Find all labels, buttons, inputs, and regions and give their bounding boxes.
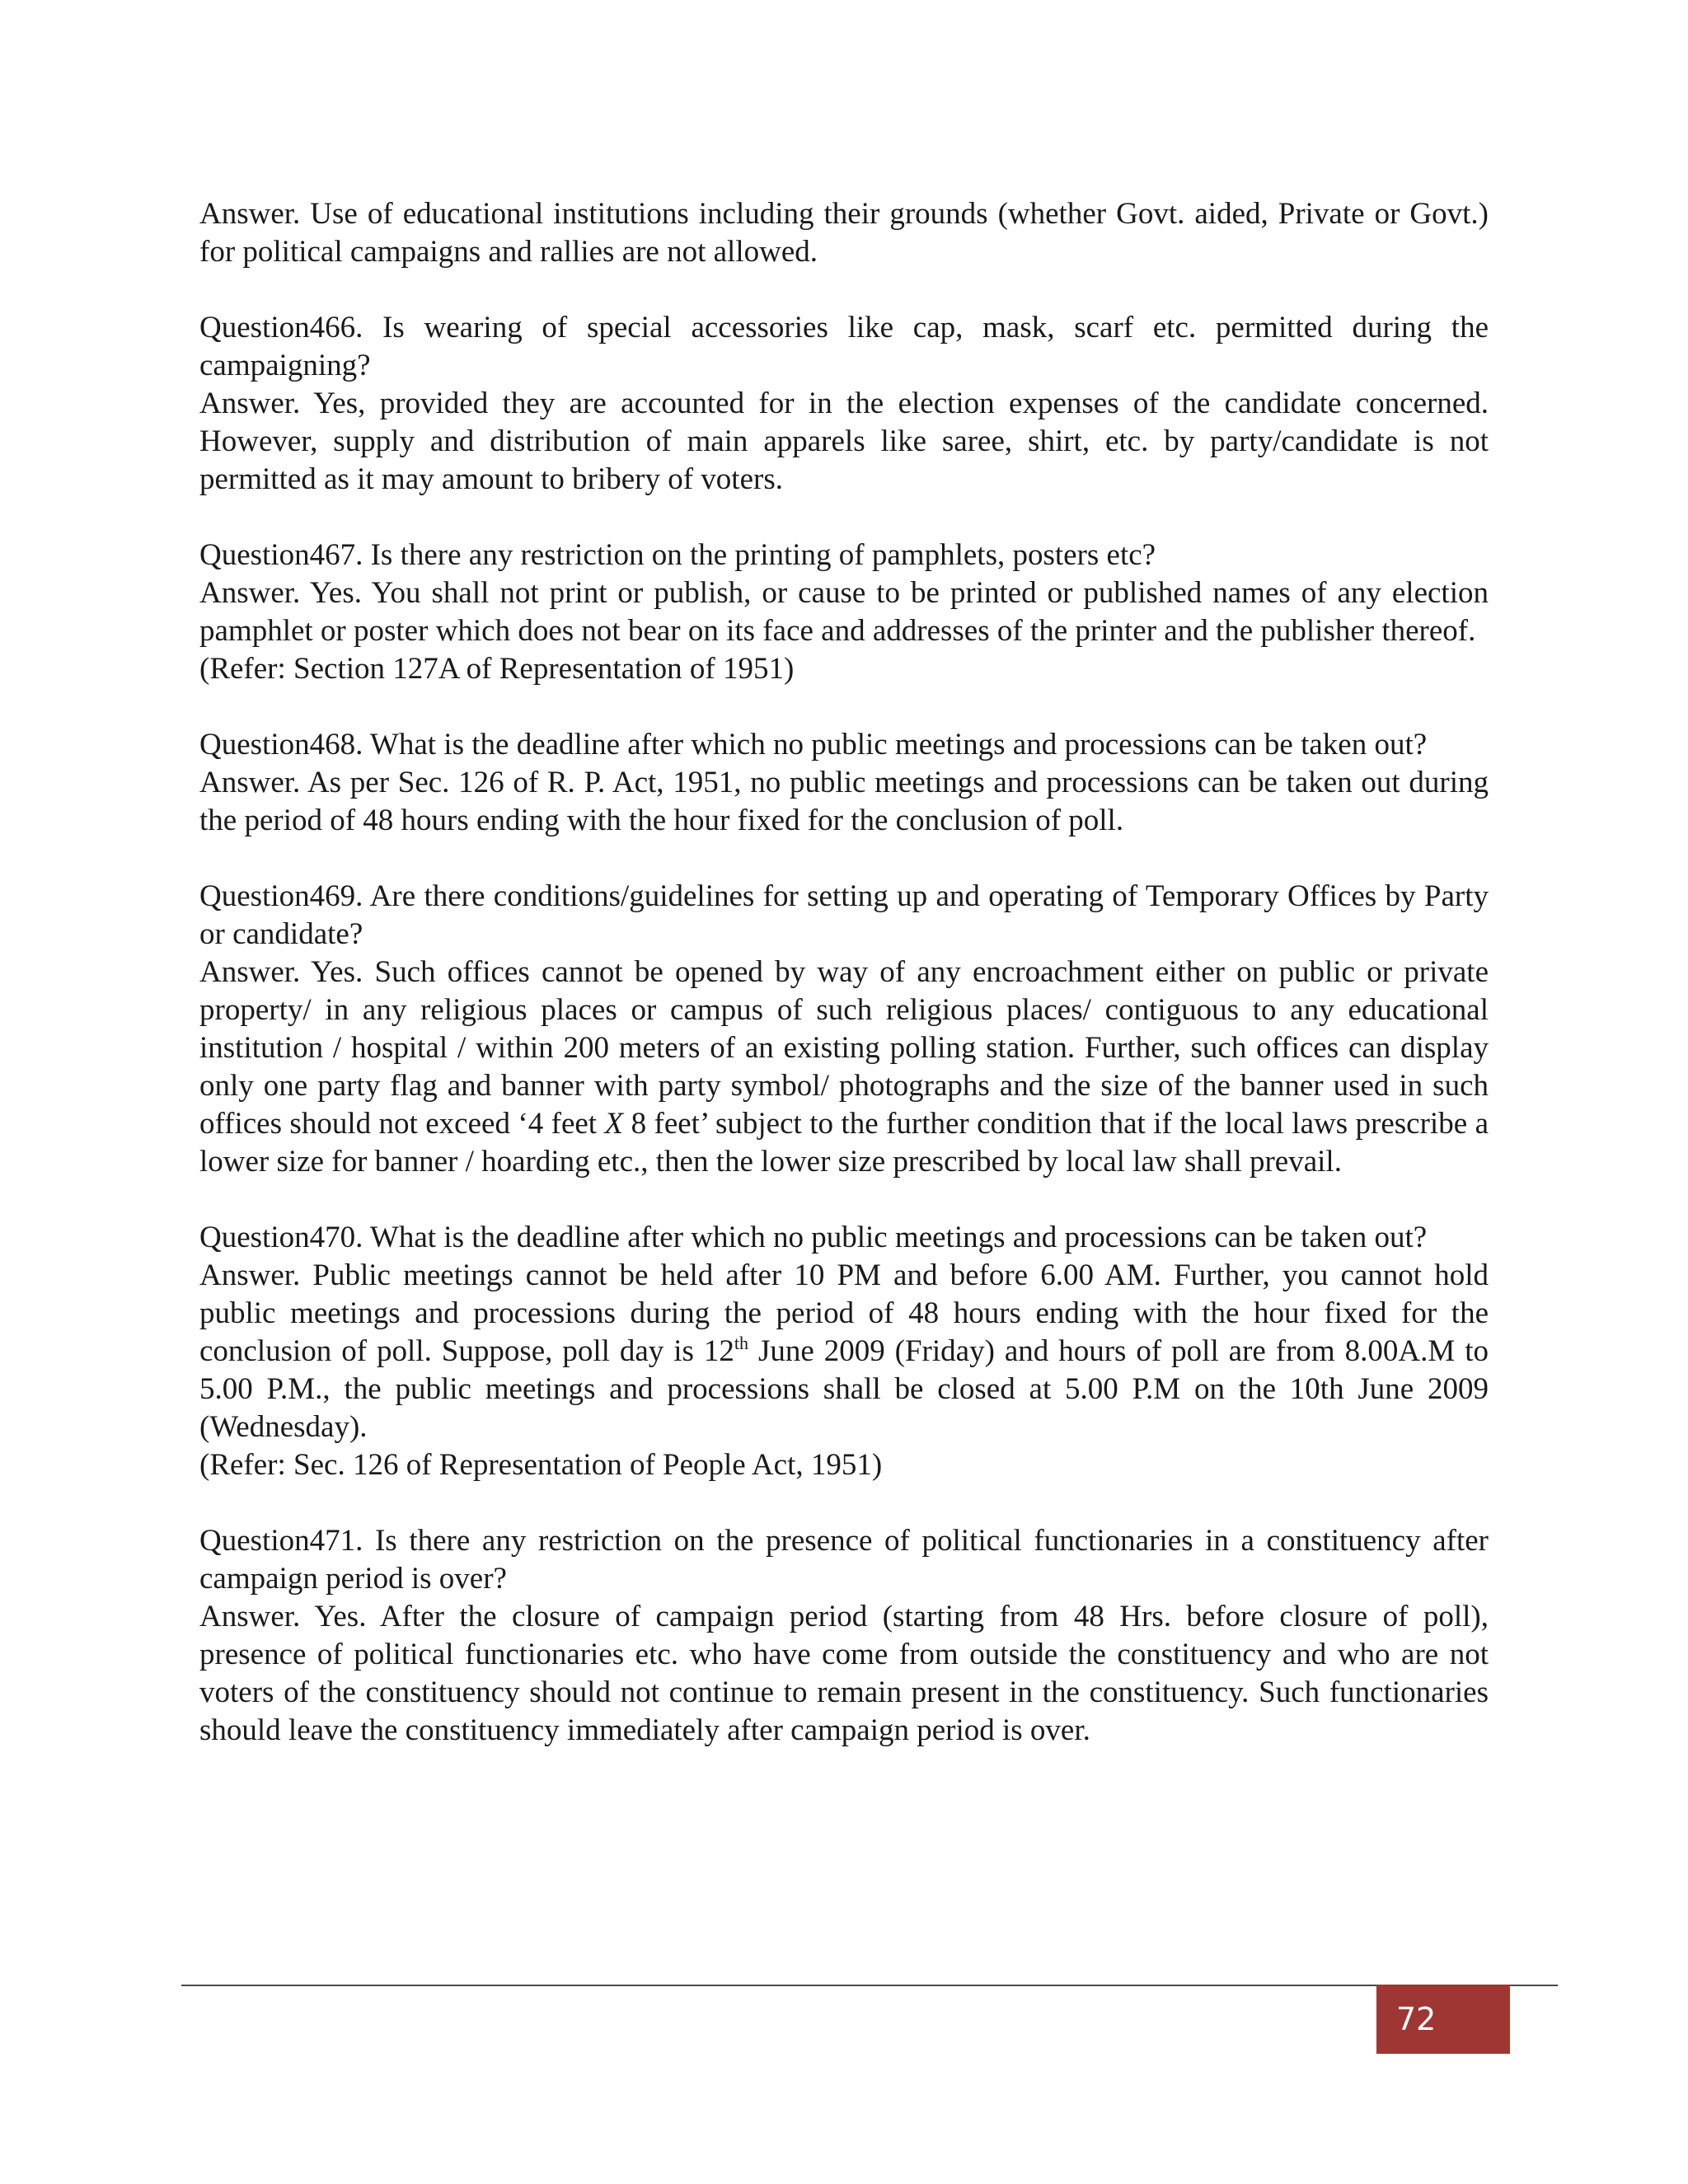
reference-text: (Refer: Sec. 126 of Representation of People Act, 1951) (199, 1448, 883, 1482)
answer-text: Answer. Yes, provided they are accounted for in the election expenses of the candidate concerned. However, supply and distribution of main apparels like saree, shirt, etc. by party/candidate is not permitted as it may amount to bribery of voters. (199, 387, 1489, 496)
answer-text: Answer. Yes. You shall not print or publish, or cause to be printed or published names of any election pamphlet or poster which does not bear on its face and addresses of the printer and the publisher thereof. (199, 576, 1489, 648)
qa-block-470 (199, 1219, 1489, 1484)
question-text: Question466. Is wearing of special accessories like cap, mask, scarf etc. permitted during the campaigning? (199, 311, 1489, 382)
page-number: 72 (1396, 2001, 1437, 2037)
qa-block-466 (199, 309, 1489, 499)
page-number-badge (1376, 1985, 1510, 2054)
qa-block-465 (199, 195, 1489, 271)
question-text: Question470. What is the deadline after which no public meetings and processions can be taken out? (199, 1221, 1428, 1254)
qa-block-467 (199, 537, 1489, 688)
ordinal-suffix: th (734, 1333, 748, 1353)
footer-divider (181, 1985, 1558, 1986)
question-text: Question469. Are there conditions/guidelines for setting up and operating of Temporary Offices by Party or candidate? (199, 879, 1489, 951)
qa-block-469 (199, 878, 1489, 1181)
answer-text (199, 954, 1489, 1181)
qa-block-471 (199, 1522, 1489, 1750)
answer-text-part: Answer. Yes. Such offices cannot be opened by way of any encroachment either on public or private property/ in any religious places or campus of such religious places/ contiguous to any educational institution / hospital / within 200 meters of an existing polling station. Further, such offices can display only one party flag and banner with party symbol/ photographs and the size of the banner used in such offices should not exceed ‘4 feet (199, 955, 1489, 1141)
question-text: Question468. What is the deadline after which no public meetings and processions can be taken out? (199, 728, 1428, 762)
document-body (199, 195, 1489, 1788)
answer-text (199, 1257, 1489, 1446)
times-symbol: X (604, 1107, 624, 1141)
answer-text-part: 8 feet’ subject to the further condition that if the local laws prescribe a lower size for banner / hoarding etc., then the lower size prescribed by local law shall prevail. (199, 1107, 1489, 1179)
answer-text: Answer. Use of educational institutions including their grounds (whether Govt. aided, Private or Govt.) for political campaigns and rallies are not allowed. (199, 197, 1489, 269)
qa-block-468 (199, 726, 1489, 840)
answer-text: Answer. Yes. After the closure of campaign period (starting from 48 Hrs. before closure of poll), presence of political functionaries etc. who have come from outside the constituency and who are not voters of the constituency should not continue to remain present in the constituency. Such functionaries should leave the constituency immediately after campaign period is over. (199, 1600, 1489, 1747)
answer-text: Answer. As per Sec. 126 of R. P. Act, 1951, no public meetings and processions can be taken out during the period of 48 hours ending with the hour fixed for the conclusion of poll. (199, 766, 1489, 837)
question-text: Question467. Is there any restriction on the printing of pamphlets, posters etc? (199, 538, 1156, 572)
answer-text-part: June 2009 (Friday) and hours of poll are from 8.00A.M to 5.00 P.M., the public meetings and processions shall be closed at 5.00 P.M on the 10th June 2009 (Wednesday). (199, 1334, 1489, 1444)
reference-text: (Refer: Section 127A of Representation of 1951) (199, 652, 795, 686)
question-text: Question471. Is there any restriction on the presence of political functionaries in a constituency after campaign period is over? (199, 1524, 1489, 1596)
answer-text-part: Answer. Public meetings cannot be held after 10 PM and before 6.00 AM. Further, you cannot hold public meetings and processions during the period of 48 hours ending with the hour fixed for the conclusion of poll. Suppose, poll day is 12 (199, 1258, 1489, 1368)
